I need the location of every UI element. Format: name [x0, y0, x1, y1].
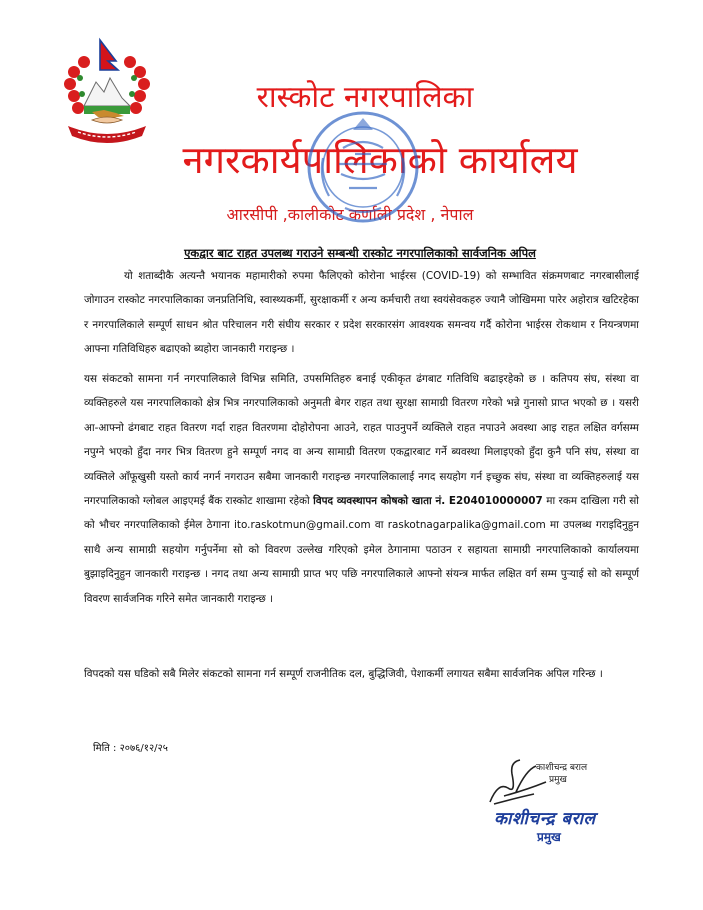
- seal-role: प्रमुख: [537, 830, 561, 844]
- signatory-name: काशीचन्द्र बराल: [536, 763, 588, 773]
- office-name: नगरकार्यपालिकाको कार्यालय: [182, 138, 578, 182]
- paragraph-2-text-a: यस संकटको सामना गर्न नगरपालिकाले विभिन्न समिति, उपसमितिहरु बनाई एकीकृत ढंगबाट गतिविधि बढाइरहेको छ । कतिपय संघ, संस्था वा व्यक्तिहरुले यस नगरपालिकाको क्षेत्र भित्र नगरपालिकाको अनुमती बेगर राहत तथा सुरक्षा सामाग्री वितरण गरेको भन्ने गुनासो प्राप्त भएको छ । यसरी आ-आफ्नो ढंगबाट राहत वितरण गर्दा राहत वितरणमा दोहोरोपना आउने, राहत पाउनुपर्ने व्यक्तिले राहत नपाउने अवस्था आइ राहत लक्षित वर्गसम्म नपुग्ने भएको हुँदा नगर भित्र वितरण हुने सम्पूर्ण नगद वा अन्य सामाग्री वितरण एकद्वारबाट गर्ने ब्यवस्था मिलाइएको हुँदा कुनै पनि संघ, संस्था वा व्यक्तिले आँफूखुसी यस्तो कार्य नगर्न नगराउन सबैमा जानकारी गराइन्छ नगरपालिकालाई नगद सयहोग गर्न इच्छुक संघ, संस्था वा व्यक्तिहरुलाई यस नगरपालिकाको ग्लोबल आइएमई बैंक रास्कोट शाखामा रहेको: [84, 373, 639, 508]
- paragraph-2-text-b: मा रकम दाखिला गरी सो को भौचर नगरपालिकाको ईमेल ठेगाना ito.raskotmun@gmail.com वा raskotnagarpalika@gmail.com मा उपलब्ध गराइदिनुहुन साथै अन्य सामाग्री सहयोग गर्नुपर्नेमा सो को विवरण उल्लेख गरिएको इमेल ठेगानामा पठाउन र सहायता सामाग्री नगरपालिकाको कार्यालयमा बुझाइदिनुहुन जानकारी गराइन्छ । नगद तथा अन्य सामाग्री प्राप्त भए पछि नगरपालिकाले आफ्नो संयन्त्र मार्फत लक्षित वर्ग सम्म पुऱ्याई सो को सम्पूर्ण विवरण सार्वजनिक गरिने समेत जानकारी गराइन्छ ।: [84, 495, 640, 605]
- notice-paragraph-3: विपदको यस घडिको सबै मिलेर संकटको सामना गर्न सम्पूर्ण राजनीतिक दल, बुद्धिजिवी, पेशाकर्मी लगायत सबैमा सार्वजनिक अपिल गरिन्छ ।: [84, 668, 603, 680]
- office-stamp-icon: [305, 108, 421, 226]
- municipality-name: रास्कोट नगरपालिका: [256, 80, 474, 115]
- notice-paragraph-2: [84, 367, 639, 611]
- notice-paragraph-1: यो शताब्दीकै अत्यन्तै भयानक महामारीको रुपमा फैलिएको कोरोना भाईरस (COVID-19) को सम्भावित संक्रमणबाट नगरबासीलाई जोगाउन रास्कोट नगरपालिकाका जनप्रतिनिधि, स्वास्थ्यकर्मी, सुरक्षाकर्मी र अन्य कर्मचारी तथा स्वयंसेवकहरु ज्यानै जोखिममा पारेर अहोरात्र खटिरहेका र नगरपालिकाले सम्पूर्ण साधन श्रोत परिचालन गरी संघीय सरकार र प्रदेश सरकारसंग आवश्यक समन्वय गर्दै कोरोना भाईरस रोकथाम र नियन्त्रणमा आफ्ना गतिविधिहरु बढाएको ब्यहोरा जानकारी गराइन्छ ।: [84, 270, 639, 356]
- office-address: आरसीपी ,कालीकोट कर्णाली प्रदेश , नेपाल: [226, 205, 474, 224]
- notice-title: एकद्वार बाट राहत उपलब्ध गराउने सम्बन्धी रास्कोट नगरपालिकाको सार्वजनिक अपिल: [184, 246, 536, 260]
- seal-name: काशीचन्द्र बराल: [494, 809, 596, 829]
- notice-date: मिति : २०७६/१२/२५: [93, 743, 168, 754]
- bank-account-number: विपद व्यवस्थापन कोषको खाता नं. E204010000007: [313, 495, 543, 508]
- signatory-role: प्रमुख: [549, 775, 567, 785]
- nepal-coat-of-arms-icon: [52, 34, 162, 144]
